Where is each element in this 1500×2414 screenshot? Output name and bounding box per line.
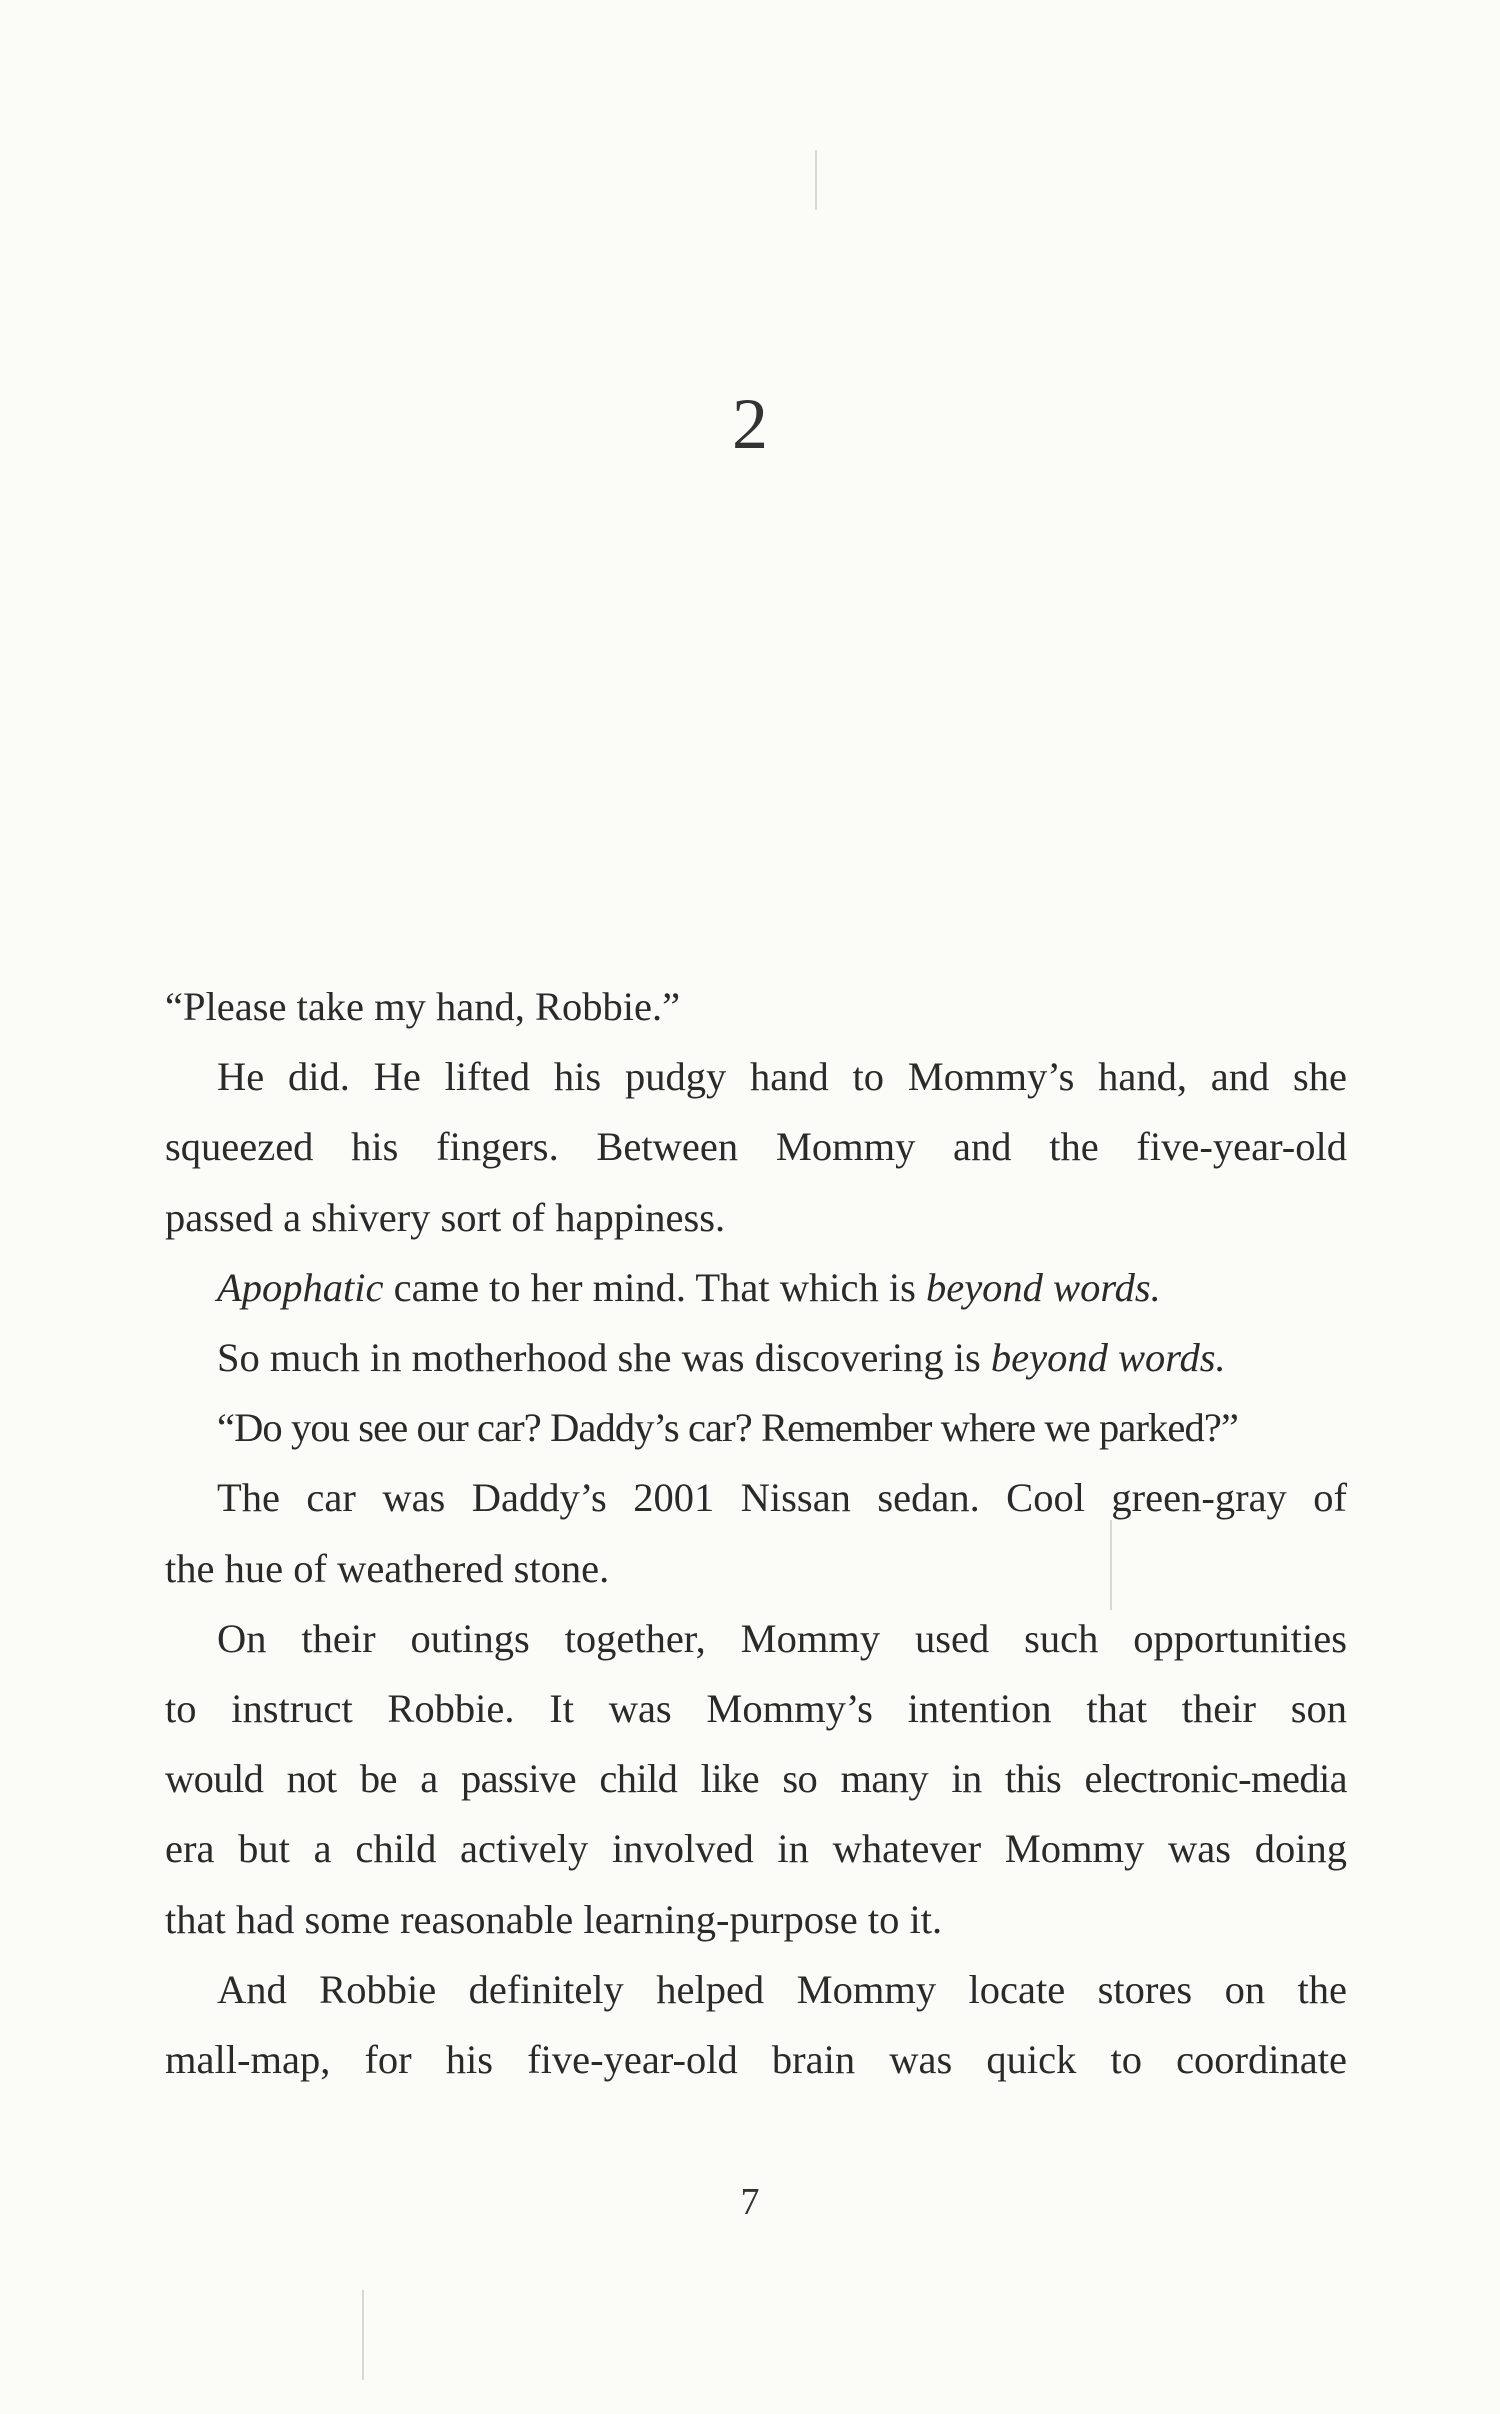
text-line: would not be a passive child like so many in this electronic-media [165,1756,1347,1802]
body-text [165,972,1347,2095]
paragraph [165,1463,1347,1603]
page-number: 7 [740,2181,760,2223]
scan-artifact-line [815,150,817,210]
chapter-number: 2 [732,384,768,464]
paragraph [165,1253,1347,1323]
text-line: passed a shivery sort of happiness. [165,1194,726,1240]
text-line: to instruct Robbie. It was Mommy’s intention that their son [165,1686,1347,1732]
paragraph [165,1042,1347,1253]
italic-text: beyond words. [990,1335,1226,1381]
paragraph [165,1955,1347,2095]
text-line: mall-map, for his five-year-old brain was quick to coordinate [165,2037,1347,2083]
paragraph [165,1604,1347,1955]
text-line: the hue of weathered stone. [165,1545,610,1591]
scan-artifact-line [362,2290,364,2380]
text-line: He did. He lifted his pudgy hand to Mommy’s hand, and she [217,1054,1347,1100]
text-line [165,1253,1347,1323]
text-line: “Do you see our car? Daddy’s car? Remember where we parked?” [217,1405,1238,1451]
text-line: On their outings together, Mommy used such opportunities [217,1615,1347,1661]
text-run: came to her mind. That which is [383,1264,926,1310]
text-line: “Please take my hand, Robbie.” [165,984,681,1029]
text-run: So much in motherhood she was discovering is [217,1335,991,1381]
text-line: squeezed his fingers. Between Mommy and the five-year-old [165,1124,1347,1170]
paragraph [165,972,1347,1042]
paragraph [165,1323,1347,1393]
text-line: The car was Daddy’s 2001 Nissan sedan. Cool green-gray of [217,1475,1347,1521]
italic-text: beyond words. [925,1264,1161,1310]
italic-text: Apophatic [217,1264,384,1310]
text-line: that had some reasonable learning-purpose to it. [165,1896,943,1942]
text-line: And Robbie definitely helped Mommy locate stores on the [217,1966,1347,2012]
text-line [165,1323,1347,1393]
paragraph [165,1393,1347,1463]
text-line: era but a child actively involved in whatever Mommy was doing [165,1826,1347,1872]
